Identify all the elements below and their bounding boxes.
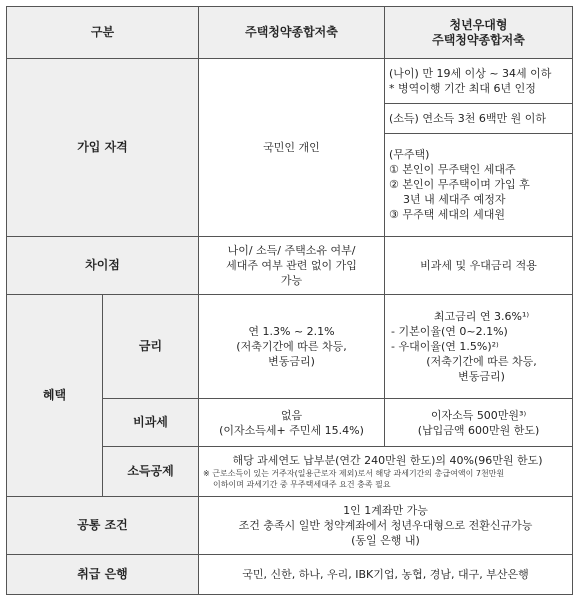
eligibility-label: 가입 자격 xyxy=(7,59,199,237)
difference-row xyxy=(7,237,573,295)
difference-general-line2: 세대주 여부 관련 없이 가입 xyxy=(226,259,357,272)
rate-youth-note1: (저축기간에 따른 차등, xyxy=(426,355,537,368)
eligibility-youth-subtable xyxy=(385,60,572,236)
eligibility-house-1: ① 본인이 무주택인 세대주 xyxy=(389,163,516,177)
eligibility-house-3: ③ 무주택 세대의 세대원 xyxy=(389,208,505,222)
benefits-label: 혜택 xyxy=(7,295,103,497)
taxfree-youth-line2: (납입금액 600만원 한도) xyxy=(417,423,540,437)
taxfree-label: 비과세 xyxy=(103,399,199,447)
taxfree-general-line2: (이자소득세+ 주민세 15.4%) xyxy=(219,423,364,437)
rate-youth-bonus: - 우대이율(연 1.5%)²⁾ xyxy=(391,340,499,353)
taxfree-youth xyxy=(385,399,573,447)
comparison-table-wrapper xyxy=(6,6,573,595)
difference-general xyxy=(199,237,385,295)
rate-general-line1: 연 1.3% ~ 2.1% xyxy=(248,325,335,338)
eligibility-general: 국민인 개인 xyxy=(199,59,385,237)
eligibility-age-text: (나이) 만 19세 이상 ~ 34세 이하 xyxy=(389,67,552,81)
benefit-rate-row xyxy=(7,295,573,399)
eligibility-age xyxy=(385,60,572,104)
deduction-label: 소득공제 xyxy=(103,447,199,497)
rate-youth-base: - 기본이율(연 0~2.1%) xyxy=(391,325,508,338)
header-youth-savings xyxy=(385,7,573,59)
difference-general-line1: 나이/ 소득/ 주택소유 여부/ xyxy=(227,244,356,257)
common-line2: 조건 충족시 일반 청약계좌에서 청년우대형으로 전환신규가능 xyxy=(238,519,533,532)
rate-general-line2: (저축기간에 따른 차등, xyxy=(236,340,347,353)
taxfree-general xyxy=(199,399,385,447)
common-line3: (동일 은행 내) xyxy=(351,534,420,547)
rate-general xyxy=(199,295,385,399)
eligibility-income: (소득) 연소득 3천 6백만 원 이하 xyxy=(385,104,572,134)
header-general-savings: 주택청약종합저축 xyxy=(199,7,385,59)
eligibility-house xyxy=(385,134,572,236)
deduction-main: 해당 과세연도 납부분(연간 240만원 한도)의 40%(96만원 한도) xyxy=(232,454,543,467)
deduction-note2: 이하이며 과세기간 중 무주택세대주 요건 충족 필요 xyxy=(213,480,391,489)
eligibility-row xyxy=(7,59,573,237)
header-youth-line2: 주택청약종합저축 xyxy=(432,32,525,47)
difference-label: 차이점 xyxy=(7,237,199,295)
common-line1: 1인 1계좌만 가능 xyxy=(343,504,428,517)
deduction-note1: ※ 근로소득이 있는 거주자(일용근로자 제외)로서 해당 과세기간의 총급여액이 7천만원 xyxy=(203,469,505,478)
rate-youth xyxy=(385,295,573,399)
rate-youth-max: 최고금리 연 3.6%¹⁾ xyxy=(433,310,530,323)
eligibility-age-note: * 병역이행 기간 최대 6년 인정 xyxy=(389,82,536,96)
rate-general-line3: 변동금리) xyxy=(268,355,315,368)
taxfree-general-line1: 없음 xyxy=(280,408,303,422)
common-content xyxy=(199,497,573,555)
deduction-content xyxy=(199,447,573,497)
header-youth-line1: 청년우대형 xyxy=(449,17,508,32)
common-label: 공통 조건 xyxy=(7,497,199,555)
header-category: 구분 xyxy=(7,7,199,59)
eligibility-house-2b: 3년 내 세대주 예정자 xyxy=(403,193,506,207)
banks-row xyxy=(7,555,573,595)
rate-youth-note2: 변동금리) xyxy=(458,370,505,383)
difference-youth: 비과세 및 우대금리 적용 xyxy=(385,237,573,295)
comparison-table xyxy=(6,6,573,595)
eligibility-youth xyxy=(385,59,573,237)
difference-general-line3: 가능 xyxy=(280,274,303,287)
common-row xyxy=(7,497,573,555)
rate-label: 금리 xyxy=(103,295,199,399)
taxfree-youth-line1: 이자소득 500만원³⁾ xyxy=(430,408,527,422)
header-row xyxy=(7,7,573,59)
banks-list: 국민, 신한, 하나, 우리, IBK기업, 농협, 경남, 대구, 부산은행 xyxy=(199,555,573,595)
banks-label: 취급 은행 xyxy=(7,555,199,595)
eligibility-house-title: (무주택) xyxy=(389,148,430,162)
eligibility-house-2a: ② 본인이 무주택이며 가입 후 xyxy=(389,178,530,192)
